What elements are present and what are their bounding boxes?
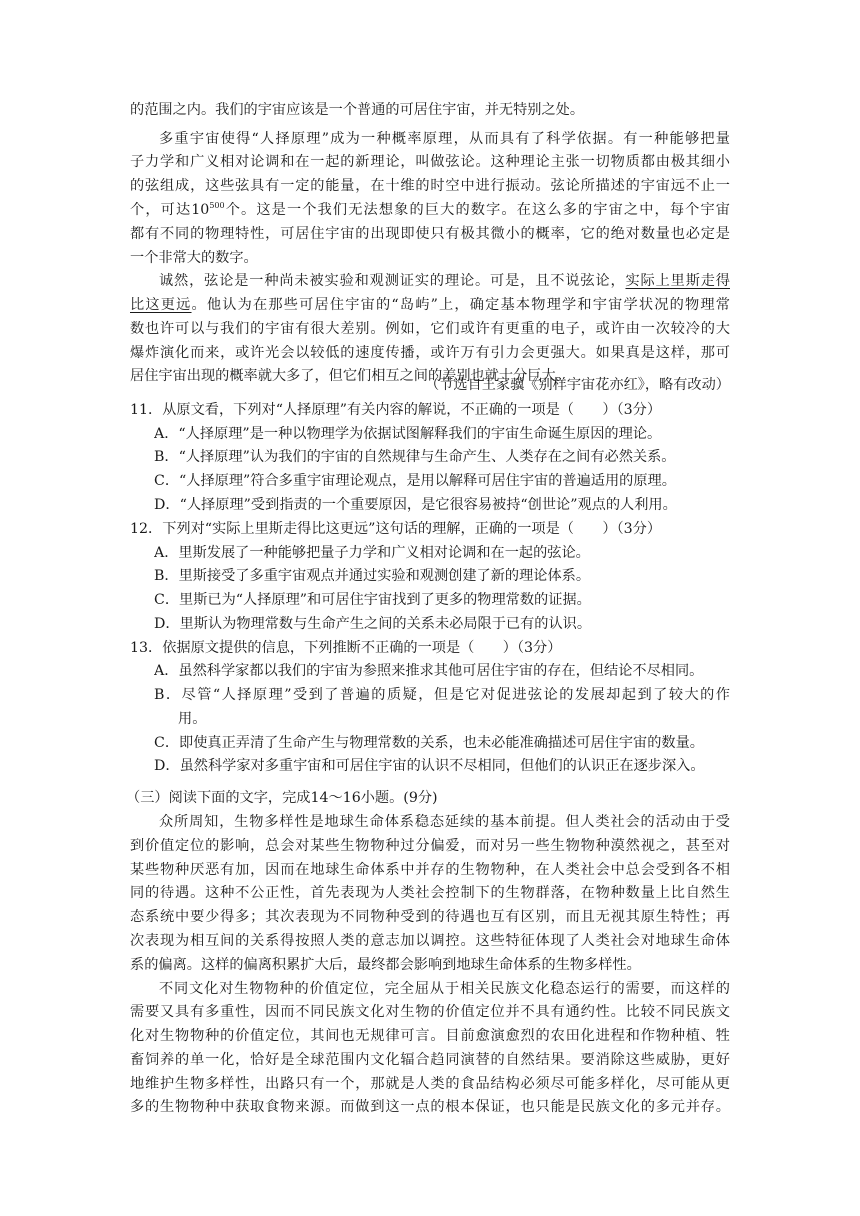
passage-line (130, 200, 730, 220)
underlined-phrase: 实际上里斯走得 (625, 273, 730, 289)
passage-line: 到价值定位的影响，总会对某些生物物种过分偏爱，而对另一些生物物种漠然视之，甚至对 (130, 838, 730, 854)
underlined-phrase: 比这更远 (130, 297, 192, 313)
passage-line: 众所周知，生物多样性是地球生命体系稳态延续的基本前提。但人类社会的活动由于受 (159, 814, 730, 830)
passage-text: 诚然，弦论是一种尚未被实验和观测证实的理论。可是，且不说弦论， (159, 273, 626, 289)
answer-option[interactable]: A．里斯发展了一种能够把量子力学和广义相对论调和在一起的弦论。 (154, 545, 590, 561)
passage-line: 不同文化对生物物种的价值定位，完全屈从于相关民族文化稳态运行的需要，而这样的 (159, 981, 730, 997)
passage-text: 。他认为在那些可居住宇宙的“岛屿”上，确定基本物理学和宇宙学状况的物理常 (191, 297, 730, 313)
passage-line: 爆炸演化而来，或许光会以较低的速度传播，或许万有引力会更强大。如果真是这样，那可 (130, 345, 730, 361)
answer-option[interactable]: A．“人择原理”是一种以物理学为依据试图解释我们的宇宙生命诞生原因的理论。 (154, 426, 662, 442)
passage-line: 居住宇宙出现的概率就大多了，但它们相互之间的差别也就十分巨大。 (130, 368, 570, 384)
passage-line: 都有不同的物理特性，可居住宇宙的出现即使只有极其微小的概率，它的绝对数量也必定是 (130, 226, 730, 242)
answer-option[interactable]: B．“人择原理”认为我们的宇宙的自然规律与生命产生、人类存在之间有必然关系。 (154, 449, 676, 465)
passage-line: 态系统中要少得多；其次表现为不同物种受到的待遇也互有区别，而且无视其原生特性；再 (130, 909, 730, 925)
passage-line: 需要又具有多重性，因而不同民族文化对生物的价值定位并不具有通约性。比较不同民族文 (130, 1004, 730, 1020)
answer-option[interactable]: B．里斯接受了多重宇宙观点并通过实验和观测创建了新的理论体系。 (154, 568, 591, 584)
exponent: 500 (209, 201, 225, 210)
answer-option[interactable]: C．里斯已为“人择原理”和可居住宇宙找到了更多的物理常数的证据。 (154, 592, 591, 608)
passage-line: 子力学和广义相对论调和在一起的新理论，叫做弦论。这种理论主张一切物质都由极其细小 (130, 154, 730, 170)
question-stem: 13．依据原文提供的信息，下列推断不正确的一项是（ ）（3分） (130, 640, 562, 656)
answer-option[interactable]: D．虽然科学家对多重宇宙和可居住宇宙的认识不尽相同，但他们的认识正在逐步深入。 (154, 758, 705, 774)
passage-line: 一个非常大的数字。 (130, 250, 258, 266)
passage-line (130, 295, 730, 315)
passage-line: 化对生物物种的价值定位，其间也无规律可言。目前愈演愈烈的农田化进程和作物种植、牲 (130, 1028, 730, 1044)
section-heading: （三）阅读下面的文字，完成14～16小题。(9分) (126, 790, 438, 806)
passage-line: 的范围之内。我们的宇宙应该是一个普通的可居住宇宙，并无特别之处。 (130, 102, 585, 118)
passage-text: 个。这是一个我们无法想象的巨大的数字。在这么多的宇宙之中，每个宇宙 (224, 202, 730, 218)
passage-text: 个，可达10 (130, 202, 210, 218)
answer-option[interactable]: D．里斯认为物理常数与生命产生之间的关系未必局限于已有的认识。 (154, 616, 592, 632)
question-stem: 11．从原文看，下列对“人择原理”有关内容的解说，不正确的一项是（ ）（3分） (130, 402, 662, 418)
question-stem: 12．下列对“实际上里斯走得比这更远”这句话的理解，正确的一项是（ ）（3分） (130, 521, 662, 537)
answer-option[interactable]: A．虽然科学家都以我们的宇宙为参照来推求其他可居住宇宙的存在，但结论不尽相同。 (154, 663, 704, 679)
passage-line: 某些物种厌恶有加，因而在地球生命体系中并存的生物物种，在人类社会中总会受到各不相 (130, 862, 730, 878)
passage-line: 地维护生物多样性，出路只有一个，那就是人类的食品结构必须尽可能多样化，尽可能从更 (130, 1076, 730, 1092)
passage-line: 多重宇宙使得“人择原理”成为一种概率原理，从而具有了科学依据。有一种能够把量 (159, 131, 730, 147)
passage-line: 同的待遇。这种不公正性，首先表现为人类社会控制下的生物群落，在物种数量上比自然生 (130, 885, 730, 901)
passage-line (130, 271, 730, 291)
answer-option[interactable]: B．尽管“人择原理”受到了普遍的质疑，但是它对促进弦论的发展却起到了较大的作 (154, 687, 730, 703)
passage-line: 多的生物物种中获取食物来源。而做到这一点的根本保证，也只能是民族文化的多元并存。 (130, 1099, 730, 1115)
answer-option[interactable]: C．“人择原理”符合多重宇宙理论观点，是用以解释可居住宇宙的普遍适用的原理。 (154, 473, 676, 489)
passage-line: 畜饲养的单一化，恰好是全球范围内文化辐合趋同演替的自然结果。要消除这些威胁，更好 (130, 1052, 730, 1068)
passage-line: 的弦组成，这些弦具有一定的能量，在十维的时空中进行振动。弦论所描述的宇宙远不止一 (130, 178, 730, 194)
passage-line: 系的偏离。这样的偏离积累扩大后，最终都会影响到地球生命体系的生物多样性。 (130, 957, 641, 973)
answer-option[interactable]: C．即使真正弄清了生命产生与物理常数的关系，也未必能准确描述可居住宇宙的数量。 (154, 735, 704, 751)
answer-option[interactable]: D．“人择原理”受到指责的一个重要原因，是它很容易被持“创世论”观点的人利用。 (154, 497, 677, 513)
passage-line: 次表现为相互间的关系得按照人类的意志加以调控。这些特征体现了人类社会对地球生命体 (130, 933, 730, 949)
answer-option-continuation: 用。 (178, 711, 207, 727)
source-citation: （节选自王家骥《别样宇宙花亦红》，略有改动） (424, 377, 730, 393)
passage-line: 数也许可以与我们的宇宙有很大差别。例如，它们或许有更重的电子，或许由一次较冷的大 (130, 321, 730, 337)
